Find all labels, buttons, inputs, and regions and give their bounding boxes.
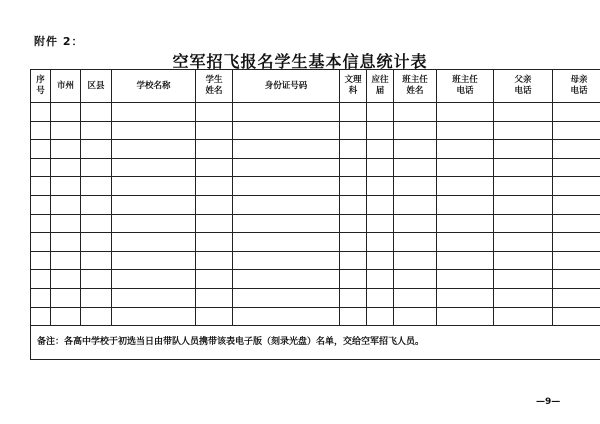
table-cell	[112, 288, 196, 307]
document-title: 空军招飞报名学生基本信息统计表	[172, 52, 428, 71]
table-row	[31, 251, 600, 270]
col-header-city: 市州	[51, 70, 81, 103]
table-cell	[494, 270, 553, 289]
table-cell	[340, 270, 367, 289]
table-cell	[31, 140, 51, 159]
table-cell	[553, 103, 600, 122]
table-cell	[494, 195, 553, 214]
table-cell	[51, 233, 81, 252]
table-cell	[81, 233, 112, 252]
table-row	[31, 307, 600, 326]
table-cell	[81, 158, 112, 177]
table-cell	[31, 195, 51, 214]
table-cell	[494, 233, 553, 252]
table-cell	[81, 103, 112, 122]
table-cell	[367, 251, 394, 270]
table-row	[31, 233, 600, 252]
table-cell	[233, 121, 340, 140]
table-cell	[31, 177, 51, 196]
table-cell	[437, 214, 494, 233]
table-cell	[367, 270, 394, 289]
table-cell	[51, 251, 81, 270]
col-header-mother-phone: 母亲 电话	[553, 70, 600, 103]
table-cell	[553, 288, 600, 307]
info-table	[30, 69, 600, 360]
table-cell	[112, 140, 196, 159]
table-cell	[437, 233, 494, 252]
table-cell	[394, 121, 437, 140]
table-row	[31, 140, 600, 159]
table-cell	[340, 140, 367, 159]
table-cell	[494, 307, 553, 326]
table-cell	[494, 103, 553, 122]
table-cell	[494, 121, 553, 140]
table-cell	[394, 103, 437, 122]
table-cell	[112, 177, 196, 196]
table-cell	[196, 140, 233, 159]
table-cell	[31, 270, 51, 289]
table-cell	[394, 214, 437, 233]
table-cell	[553, 177, 600, 196]
table-cell	[437, 158, 494, 177]
table-cell	[81, 121, 112, 140]
table-cell	[437, 195, 494, 214]
table-cell	[394, 140, 437, 159]
table-cell	[81, 288, 112, 307]
table-cell	[437, 121, 494, 140]
table-cell	[367, 307, 394, 326]
col-header-teacher-phone: 班主任 电话	[437, 70, 494, 103]
table-cell	[233, 103, 340, 122]
col-header-id-number: 身份证号码	[233, 70, 340, 103]
header-row	[31, 70, 600, 103]
table-row	[31, 103, 600, 122]
table-cell	[367, 103, 394, 122]
table-cell	[340, 233, 367, 252]
table-cell	[112, 251, 196, 270]
table-cell	[196, 103, 233, 122]
table-cell	[81, 140, 112, 159]
table-cell	[51, 270, 81, 289]
table-cell	[196, 177, 233, 196]
table-cell	[233, 140, 340, 159]
table-row	[31, 270, 600, 289]
col-header-student-name: 学生 姓名	[196, 70, 233, 103]
table-cell	[31, 288, 51, 307]
table-cell	[31, 214, 51, 233]
table-cell	[31, 121, 51, 140]
table-cell	[394, 233, 437, 252]
table-row	[31, 288, 600, 307]
table-cell	[196, 288, 233, 307]
attachment-label: 附件 2：	[34, 35, 84, 48]
table-cell	[51, 140, 81, 159]
table-cell	[340, 251, 367, 270]
col-header-track: 文理 科	[340, 70, 367, 103]
table-cell	[340, 195, 367, 214]
table-cell	[394, 307, 437, 326]
table-cell	[494, 251, 553, 270]
table-cell	[112, 121, 196, 140]
table-cell	[196, 195, 233, 214]
table-cell	[367, 158, 394, 177]
col-header-father-phone: 父亲 电话	[494, 70, 553, 103]
table-cell	[112, 270, 196, 289]
table-row	[31, 177, 600, 196]
table-cell	[494, 288, 553, 307]
table-cell	[437, 177, 494, 196]
table-cell	[112, 158, 196, 177]
table-cell	[437, 251, 494, 270]
col-header-teacher-name: 班主任 姓名	[394, 70, 437, 103]
table-row	[31, 195, 600, 214]
table-cell	[233, 233, 340, 252]
table-cell	[437, 140, 494, 159]
table-cell	[233, 158, 340, 177]
table-cell	[394, 158, 437, 177]
table-cell	[553, 121, 600, 140]
col-header-school: 学校名称	[112, 70, 196, 103]
table-cell	[81, 177, 112, 196]
table-cell	[196, 233, 233, 252]
table-cell	[367, 177, 394, 196]
table-cell	[233, 214, 340, 233]
table-cell	[437, 103, 494, 122]
table-cell	[51, 121, 81, 140]
table-cell	[196, 270, 233, 289]
table-cell	[31, 251, 51, 270]
table-row	[31, 214, 600, 233]
table-cell	[367, 140, 394, 159]
table-cell	[81, 270, 112, 289]
table-cell	[196, 251, 233, 270]
table-row	[31, 121, 600, 140]
table-cell	[553, 270, 600, 289]
table-cell	[112, 307, 196, 326]
table-cell	[553, 233, 600, 252]
table-cell	[233, 195, 340, 214]
col-header-district: 区县	[81, 70, 112, 103]
table-cell	[31, 103, 51, 122]
table-cell	[31, 307, 51, 326]
table-cell	[196, 307, 233, 326]
table-cell	[112, 214, 196, 233]
table-cell	[233, 307, 340, 326]
table-cell	[233, 270, 340, 289]
table-cell	[340, 214, 367, 233]
table-cell	[553, 158, 600, 177]
table-cell	[367, 233, 394, 252]
table-cell	[367, 121, 394, 140]
table-cell	[81, 251, 112, 270]
table-cell	[553, 214, 600, 233]
table-cell	[112, 233, 196, 252]
table-row	[31, 158, 600, 177]
table-cell	[367, 214, 394, 233]
table-cell	[340, 158, 367, 177]
table-cell	[394, 251, 437, 270]
table-cell	[81, 195, 112, 214]
table-cell	[81, 214, 112, 233]
table-note: 备注：各高中学校于初选当日由带队人员携带该表电子版（刻录光盘）名单，交给空军招飞人员。	[31, 326, 600, 360]
table-cell	[81, 307, 112, 326]
table-cell	[233, 251, 340, 270]
table-cell	[553, 251, 600, 270]
table-cell	[233, 177, 340, 196]
table-cell	[494, 177, 553, 196]
table-cell	[494, 158, 553, 177]
table-cell	[31, 158, 51, 177]
table-cell	[553, 307, 600, 326]
table-cell	[51, 307, 81, 326]
table-cell	[394, 177, 437, 196]
table-cell	[494, 214, 553, 233]
table-cell	[233, 288, 340, 307]
table-cell	[340, 103, 367, 122]
note-row	[31, 326, 600, 360]
table-cell	[394, 195, 437, 214]
table-cell	[394, 270, 437, 289]
table-cell	[553, 195, 600, 214]
table-cell	[51, 288, 81, 307]
table-cell	[394, 288, 437, 307]
page-number: —9—	[536, 397, 561, 407]
table-cell	[196, 214, 233, 233]
table-cell	[51, 214, 81, 233]
table-cell	[340, 121, 367, 140]
table-cell	[196, 121, 233, 140]
table-cell	[367, 288, 394, 307]
table-cell	[31, 233, 51, 252]
table-cell	[51, 158, 81, 177]
table-cell	[112, 195, 196, 214]
table-cell	[367, 195, 394, 214]
table-cell	[437, 288, 494, 307]
table-cell	[196, 158, 233, 177]
table-cell	[553, 140, 600, 159]
table-cell	[51, 177, 81, 196]
table-cell	[340, 307, 367, 326]
table-cell	[494, 140, 553, 159]
table-cell	[437, 307, 494, 326]
table-cell	[51, 195, 81, 214]
table-cell	[112, 103, 196, 122]
table-cell	[340, 177, 367, 196]
table-cell	[340, 288, 367, 307]
col-header-index: 序 号	[31, 70, 51, 103]
table-cell	[437, 270, 494, 289]
col-header-graduate-year: 应往 届	[367, 70, 394, 103]
table-cell	[51, 103, 81, 122]
